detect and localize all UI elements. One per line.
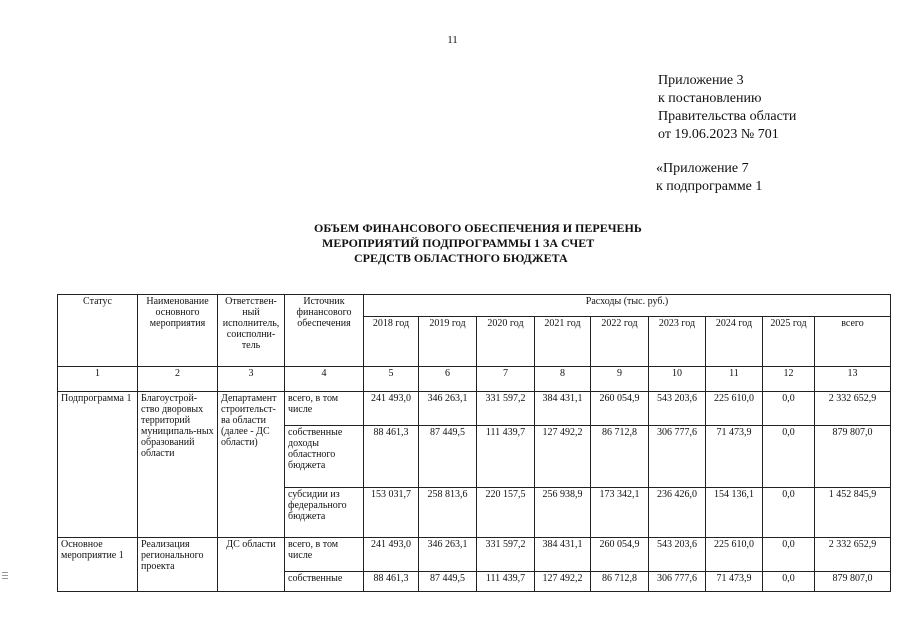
value-cell: 220 157,5 bbox=[477, 488, 535, 538]
column-number: 13 bbox=[815, 367, 891, 392]
value-cell: 111 439,7 bbox=[477, 572, 535, 592]
header-source: Источник финансового обеспечения bbox=[285, 295, 364, 367]
appendix-line: Приложение 3 bbox=[658, 73, 744, 88]
executor-cell: Департамент строительст-ва области (далее - ДС области) bbox=[218, 392, 285, 538]
status-cell: Основное мероприятие 1 bbox=[58, 538, 138, 592]
value-cell: 127 492,2 bbox=[535, 426, 591, 488]
table-row bbox=[58, 538, 891, 572]
value-cell: 88 461,3 bbox=[364, 426, 419, 488]
title-line: МЕРОПРИЯТИЙ ПОДПРОГРАММЫ 1 ЗА СЧЕТ bbox=[322, 236, 595, 250]
value-cell: 543 203,6 bbox=[649, 538, 706, 572]
header-year: 2024 год bbox=[706, 317, 763, 367]
column-number: 4 bbox=[285, 367, 364, 392]
value-cell: 88 461,3 bbox=[364, 572, 419, 592]
value-cell: 0,0 bbox=[763, 426, 815, 488]
total-cell: 879 807,0 bbox=[815, 572, 891, 592]
value-cell: 86 712,8 bbox=[591, 572, 649, 592]
header-year: 2018 год bbox=[364, 317, 419, 367]
value-cell: 173 342,1 bbox=[591, 488, 649, 538]
source-cell: субсидии из федерального бюджета bbox=[285, 488, 364, 538]
column-number: 8 bbox=[535, 367, 591, 392]
source-cell: всего, в том числе bbox=[285, 538, 364, 572]
annex-header bbox=[656, 160, 762, 196]
value-cell: 0,0 bbox=[763, 572, 815, 592]
column-number: 12 bbox=[763, 367, 815, 392]
annex-line: «Приложение 7 bbox=[656, 161, 749, 176]
column-number: 2 bbox=[138, 367, 218, 392]
column-number: 11 bbox=[706, 367, 763, 392]
value-cell: 154 136,1 bbox=[706, 488, 763, 538]
page-number: 11 bbox=[447, 34, 458, 46]
header-year: 2022 год bbox=[591, 317, 649, 367]
header-total: всего bbox=[815, 317, 891, 367]
value-cell: 256 938,9 bbox=[535, 488, 591, 538]
source-cell: собственные bbox=[285, 572, 364, 592]
value-cell: 241 493,0 bbox=[364, 392, 419, 426]
header-year: 2025 год bbox=[763, 317, 815, 367]
value-cell: 241 493,0 bbox=[364, 538, 419, 572]
header-executor: Ответствен-ный исполнитель, соисполни-тель bbox=[218, 295, 285, 367]
value-cell: 258 813,6 bbox=[419, 488, 477, 538]
header-year: 2020 год bbox=[477, 317, 535, 367]
value-cell: 331 597,2 bbox=[477, 538, 535, 572]
value-cell: 111 439,7 bbox=[477, 426, 535, 488]
column-number: 9 bbox=[591, 367, 649, 392]
value-cell: 225 610,0 bbox=[706, 392, 763, 426]
appendix-line: от 19.06.2023 № 701 bbox=[658, 127, 779, 142]
value-cell: 346 263,1 bbox=[419, 538, 477, 572]
column-number-row bbox=[58, 367, 891, 392]
value-cell: 260 054,9 bbox=[591, 538, 649, 572]
value-cell: 260 054,9 bbox=[591, 392, 649, 426]
value-cell: 71 473,9 bbox=[706, 426, 763, 488]
annex-line: к подпрограмме 1 bbox=[656, 179, 763, 194]
value-cell: 0,0 bbox=[763, 488, 815, 538]
appendix-line: Правительства области bbox=[658, 109, 797, 124]
value-cell: 153 031,7 bbox=[364, 488, 419, 538]
total-cell: 2 332 652,9 bbox=[815, 392, 891, 426]
title-line: ОБЪЕМ ФИНАНСОВОГО ОБЕСПЕЧЕНИЯ И ПЕРЕЧЕНЬ bbox=[314, 221, 642, 235]
budget-table bbox=[57, 294, 891, 592]
column-number: 3 bbox=[218, 367, 285, 392]
value-cell: 0,0 bbox=[763, 538, 815, 572]
value-cell: 86 712,8 bbox=[591, 426, 649, 488]
scan-margin-mark bbox=[2, 572, 8, 582]
name-cell: Благоустрой-ство дворовых территорий муниципаль-ных образований области bbox=[138, 392, 218, 538]
value-cell: 346 263,1 bbox=[419, 392, 477, 426]
name-cell: Реализация регионального проекта bbox=[138, 538, 218, 592]
column-number: 10 bbox=[649, 367, 706, 392]
value-cell: 306 777,6 bbox=[649, 426, 706, 488]
total-cell: 879 807,0 bbox=[815, 426, 891, 488]
value-cell: 225 610,0 bbox=[706, 538, 763, 572]
value-cell: 306 777,6 bbox=[649, 572, 706, 592]
value-cell: 127 492,2 bbox=[535, 572, 591, 592]
value-cell: 87 449,5 bbox=[419, 426, 477, 488]
value-cell: 543 203,6 bbox=[649, 392, 706, 426]
value-cell: 87 449,5 bbox=[419, 572, 477, 592]
appendix-header bbox=[658, 72, 796, 144]
source-cell: всего, в том числе bbox=[285, 392, 364, 426]
header-year: 2021 год bbox=[535, 317, 591, 367]
executor-cell: ДС области bbox=[218, 538, 285, 592]
column-number: 7 bbox=[477, 367, 535, 392]
header-name: Наименование основного мероприятия bbox=[138, 295, 218, 367]
value-cell: 236 426,0 bbox=[649, 488, 706, 538]
value-cell: 0,0 bbox=[763, 392, 815, 426]
value-cell: 71 473,9 bbox=[706, 572, 763, 592]
header-row bbox=[58, 295, 891, 317]
total-cell: 2 332 652,9 bbox=[815, 538, 891, 572]
title-line: СРЕДСТВ ОБЛАСТНОГО БЮДЖЕТА bbox=[354, 251, 568, 265]
value-cell: 384 431,1 bbox=[535, 392, 591, 426]
header-expenses: Расходы (тыс. руб.) bbox=[364, 295, 891, 317]
total-cell: 1 452 845,9 bbox=[815, 488, 891, 538]
value-cell: 331 597,2 bbox=[477, 392, 535, 426]
header-year: 2023 год bbox=[649, 317, 706, 367]
status-cell: Подпрограмма 1 bbox=[58, 392, 138, 538]
document-title bbox=[300, 221, 675, 266]
table-row bbox=[58, 392, 891, 426]
value-cell: 384 431,1 bbox=[535, 538, 591, 572]
header-status: Статус bbox=[58, 295, 138, 367]
appendix-line: к постановлению bbox=[658, 91, 762, 106]
column-number: 5 bbox=[364, 367, 419, 392]
column-number: 6 bbox=[419, 367, 477, 392]
header-year: 2019 год bbox=[419, 317, 477, 367]
column-number: 1 bbox=[58, 367, 138, 392]
source-cell: собственные доходы областного бюджета bbox=[285, 426, 364, 488]
